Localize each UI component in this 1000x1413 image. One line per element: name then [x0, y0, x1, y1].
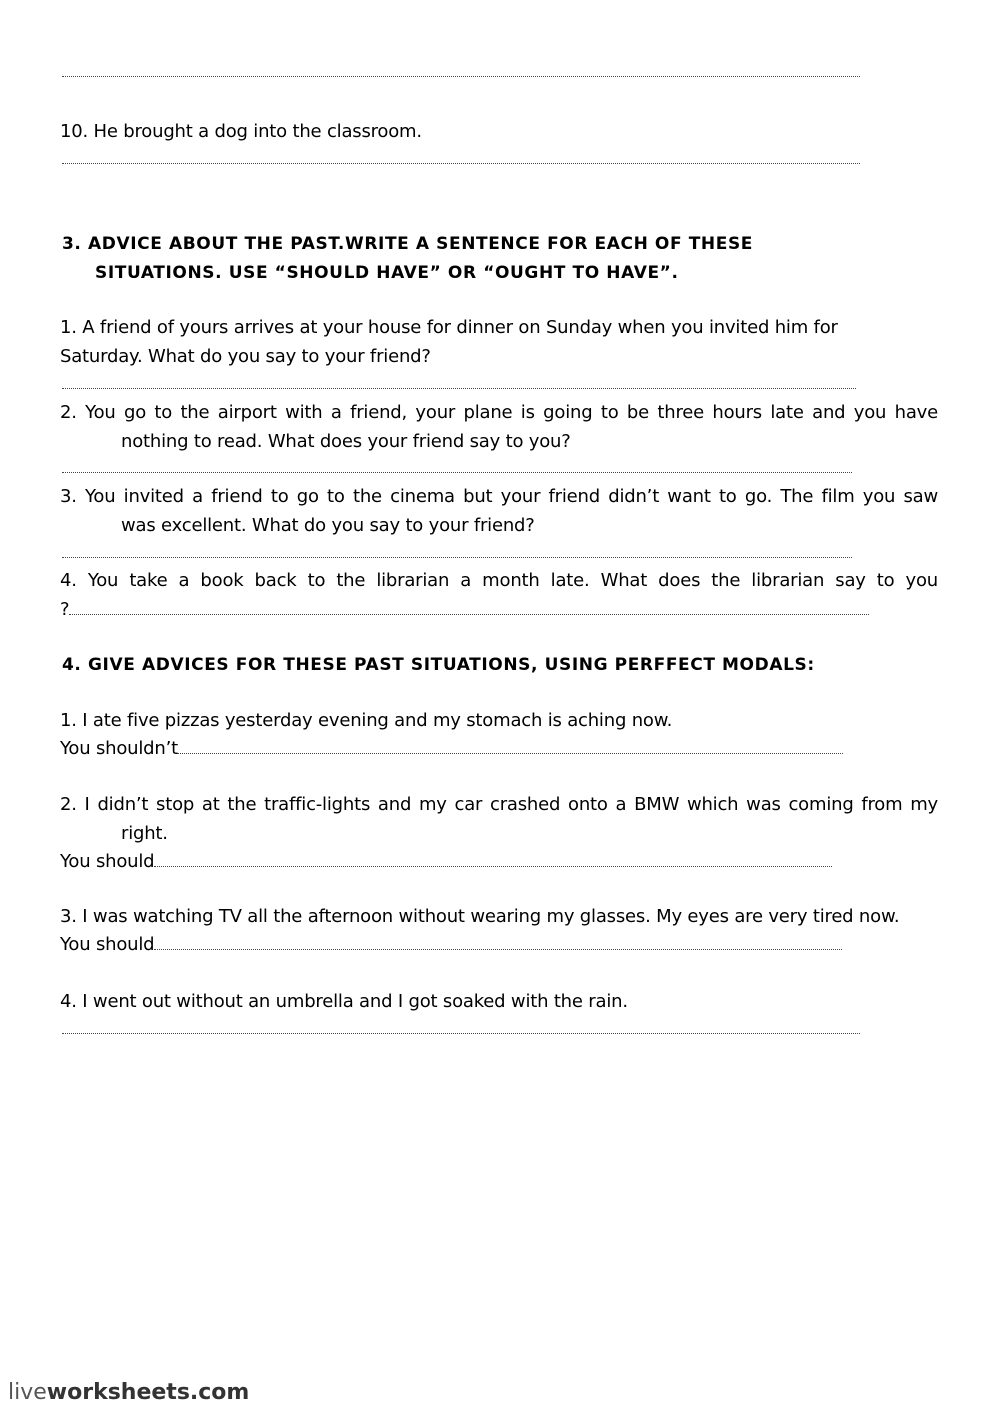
- answer-line[interactable]: [62, 76, 860, 77]
- past-situation-1: 1. I ate five pizzas yesterday evening and my stomach is aching now.: [60, 710, 673, 731]
- situation-4-line1: 4. You take a book back to the librarian a month late. What does the librarian say to you: [60, 570, 938, 591]
- logo-part-worksheets: worksheets.com: [46, 1380, 250, 1405]
- situation-4-line2: [60, 598, 869, 622]
- answer-line[interactable]: [62, 472, 852, 473]
- situation-2-line1: 2. You go to the airport with a friend, your plane is going to be three hours late and you have: [60, 402, 938, 423]
- past-situation-2-line1: 2. I didn’t stop at the traffic-lights and my car crashed onto a BMW which was coming from my: [60, 794, 938, 815]
- liveworksheets-logo: [8, 1378, 249, 1408]
- situation-1-line2: Saturday. What do you say to your friend?: [60, 346, 431, 367]
- section-4-heading: 4. GIVE ADVICES FOR THESE PAST SITUATIONS, USING PERFFECT MODALS:: [62, 655, 815, 675]
- past-situation-3: 3. I was watching TV all the afternoon without wearing my glasses. My eyes are very tired now.: [60, 906, 900, 927]
- advice-prompt: You should: [60, 934, 155, 955]
- situation-3-line2: was excellent. What do you say to your friend?: [121, 515, 535, 536]
- situation-3-line1: 3. You invited a friend to go to the cinema but your friend didn’t want to go. The film you saw: [60, 486, 938, 507]
- advice-2-row: [60, 850, 832, 874]
- advice-prompt: You should: [60, 851, 155, 872]
- answer-line[interactable]: [154, 866, 832, 867]
- answer-line[interactable]: [62, 557, 852, 558]
- past-situation-2-line2: right.: [121, 823, 168, 844]
- advice-1-row: [60, 737, 843, 761]
- advice-3-row: [60, 933, 842, 957]
- situation-1-line1: 1. A friend of yours arrives at your house for dinner on Sunday when you invited him for: [60, 317, 838, 338]
- answer-line[interactable]: [69, 614, 869, 615]
- section-3-heading-cont: SITUATIONS. USE “SHOULD HAVE” OR “OUGHT TO HAVE”.: [95, 263, 679, 283]
- answer-line[interactable]: [62, 163, 860, 164]
- advice-prompt: You shouldn’t: [60, 738, 178, 759]
- exercise-item-10: 10. He brought a dog into the classroom.: [60, 121, 422, 142]
- past-situation-4: 4. I went out without an umbrella and I got soaked with the rain.: [60, 991, 628, 1012]
- logo-part-live: live: [8, 1380, 47, 1405]
- answer-line[interactable]: [62, 388, 856, 389]
- situation-2-line2: nothing to read. What does your friend say to you?: [121, 431, 571, 452]
- section-3-heading: 3. ADVICE ABOUT THE PAST.WRITE A SENTENCE FOR EACH OF THESE: [62, 234, 754, 254]
- question-mark: ?: [60, 599, 70, 620]
- answer-line[interactable]: [154, 949, 842, 950]
- answer-line[interactable]: [178, 753, 843, 754]
- answer-line[interactable]: [62, 1033, 860, 1034]
